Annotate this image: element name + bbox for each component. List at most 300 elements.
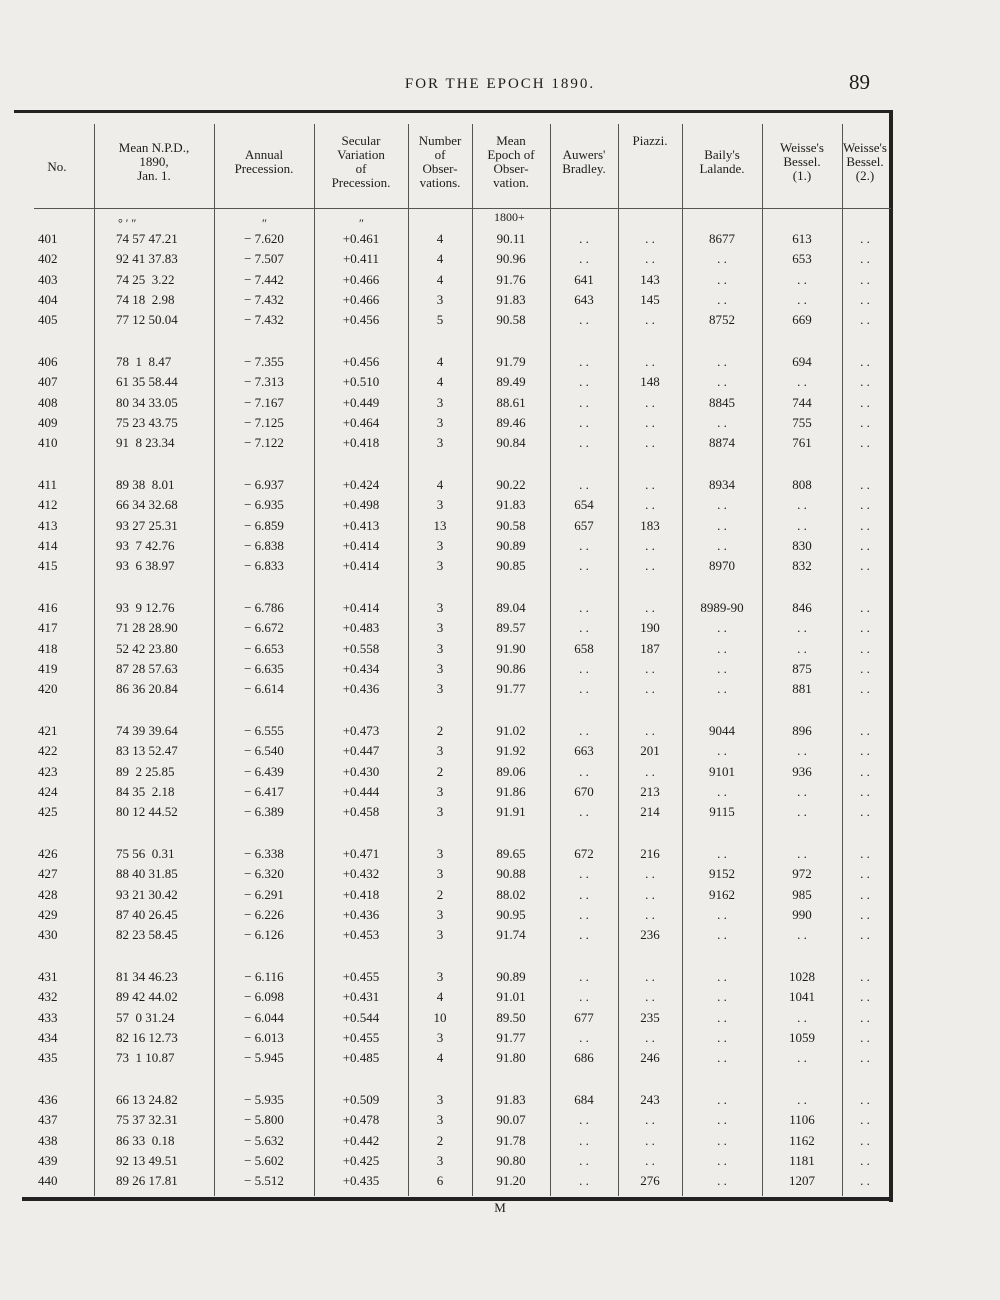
cell-npd: 80 34 33.05 — [116, 394, 178, 410]
cell-lalande: 8934 — [709, 477, 735, 492]
cell-nobs: 4 — [436, 1050, 444, 1066]
cell-npd: 83 13 52.47 — [116, 743, 178, 759]
unit-npd: ° ′ ″ — [118, 216, 137, 230]
cell-npd: 78 1 8.47 — [116, 354, 172, 369]
cell-nobs: 3 — [436, 394, 444, 410]
cell-lalande: 8752 — [709, 312, 735, 328]
cell-sec: +0.431 — [342, 989, 380, 1005]
cell-prec: − 6.935 — [244, 497, 284, 513]
cell-prec: − 6.786 — [244, 600, 284, 615]
cell-no: 424 — [38, 783, 58, 799]
cell-nobs: 2 — [436, 763, 444, 779]
cell-bessel1: . . — [797, 517, 807, 533]
cell-bradley: . . — [579, 1132, 589, 1148]
cell-epoch: 91.91 — [496, 804, 526, 820]
cell-nobs: 6 — [436, 1173, 444, 1189]
cell-no: 421 — [38, 723, 58, 738]
cell-bessel1: 669 — [792, 312, 812, 328]
header-line: vation. — [493, 175, 529, 190]
cell-piazzi: . . — [645, 537, 655, 553]
cell-lalande: . . — [717, 989, 727, 1005]
header-line: Auwers' — [562, 147, 606, 162]
cell-bessel1: . . — [797, 1009, 807, 1025]
cell-no: 431 — [38, 969, 58, 984]
cell-bessel2: . . — [860, 846, 870, 861]
cell-epoch: 91.90 — [496, 640, 526, 656]
cell-piazzi: . . — [645, 660, 655, 676]
cell-bessel2: . . — [860, 927, 870, 943]
cell-bessel1: 755 — [792, 414, 812, 430]
cell-lalande: . . — [717, 969, 727, 984]
cell-no: 436 — [38, 1092, 58, 1107]
cell-no: 427 — [38, 866, 58, 882]
cell-prec: − 6.555 — [244, 723, 284, 738]
cell-lalande: 8970 — [709, 558, 735, 574]
cell-sec: +0.456 — [342, 312, 380, 328]
cell-bradley: . . — [579, 906, 589, 922]
cell-lalande: . . — [717, 497, 727, 513]
cell-epoch: 90.85 — [496, 558, 526, 574]
cell-bessel2: . . — [860, 804, 870, 820]
cell-piazzi: . . — [645, 558, 655, 574]
cell-no: 416 — [38, 600, 58, 615]
page-number: 89 — [849, 70, 870, 94]
cell-lalande: . . — [717, 517, 727, 533]
cell-prec: − 6.338 — [244, 846, 284, 861]
cell-prec: − 6.389 — [244, 804, 284, 820]
cell-bessel2: . . — [860, 1173, 870, 1189]
cell-sec: +0.466 — [342, 271, 380, 287]
header-line: Bessel. — [846, 154, 884, 169]
cell-piazzi: . . — [645, 1152, 655, 1168]
cell-bessel2: . . — [860, 558, 870, 574]
cell-piazzi: . . — [645, 477, 655, 492]
cell-epoch: 89.06 — [496, 763, 526, 779]
cell-sec: +0.414 — [342, 537, 380, 553]
cell-lalande: . . — [717, 681, 727, 697]
cell-bradley: . . — [579, 1173, 589, 1189]
cell-prec: − 6.439 — [244, 763, 284, 779]
cell-prec: − 6.320 — [244, 866, 284, 882]
cell-bradley: . . — [579, 804, 589, 820]
cell-bessel2: . . — [860, 414, 870, 430]
cell-lalande: . . — [717, 1092, 727, 1107]
cell-sec: +0.464 — [342, 414, 380, 430]
cell-bradley: 657 — [574, 517, 594, 533]
cell-prec: − 7.442 — [244, 271, 284, 287]
cell-bradley: . . — [579, 477, 589, 492]
cell-bessel2: . . — [860, 660, 870, 676]
star-catalogue-table — [14, 110, 891, 1202]
cell-bessel1: 936 — [792, 763, 812, 779]
cell-sec: +0.414 — [342, 600, 380, 615]
cell-npd: 57 0 31.24 — [116, 1009, 175, 1025]
cell-bradley: 677 — [574, 1009, 594, 1025]
cell-bessel1: . . — [797, 291, 807, 307]
cell-npd: 84 35 2.18 — [116, 783, 175, 799]
cell-no: 425 — [38, 804, 58, 820]
cell-no: 426 — [38, 846, 58, 861]
cell-prec: − 6.540 — [244, 743, 284, 759]
header-line: Precession. — [331, 175, 391, 190]
cell-npd: 61 35 58.44 — [116, 374, 178, 390]
cell-nobs: 4 — [436, 271, 444, 287]
cell-lalande: . . — [717, 906, 727, 922]
cell-bessel1: 985 — [792, 886, 812, 902]
cell-no: 434 — [38, 1029, 58, 1045]
cell-nobs: 3 — [436, 681, 444, 697]
cell-bradley: . . — [579, 723, 589, 738]
cell-bessel1: . . — [797, 1092, 807, 1107]
cell-prec: − 6.653 — [244, 640, 284, 656]
header-line: Baily's — [704, 147, 740, 162]
cell-bradley: . . — [579, 969, 589, 984]
cell-no: 430 — [38, 927, 58, 943]
cell-sec: +0.424 — [342, 477, 380, 492]
cell-bessel1: 1207 — [789, 1173, 815, 1189]
cell-sec: +0.414 — [342, 558, 380, 574]
cell-piazzi: 246 — [640, 1050, 660, 1066]
header-line: (1.) — [792, 168, 812, 183]
cell-bessel1: 896 — [792, 723, 812, 738]
column-header-no — [32, 134, 82, 174]
cell-epoch: 91.83 — [496, 291, 526, 307]
cell-piazzi: . . — [645, 394, 655, 410]
cell-nobs: 3 — [436, 783, 444, 799]
cell-epoch: 91.83 — [496, 1092, 526, 1107]
cell-bessel1: 761 — [792, 435, 812, 451]
cell-bessel2: . . — [860, 620, 870, 636]
cell-bessel1: 972 — [792, 866, 812, 882]
cell-prec: − 6.013 — [244, 1029, 284, 1045]
cell-piazzi: 276 — [640, 1173, 660, 1189]
cell-bessel1: . . — [797, 846, 807, 861]
cell-nobs: 13 — [433, 517, 447, 533]
cell-sec: +0.473 — [342, 723, 380, 738]
cell-lalande: . . — [717, 1152, 727, 1168]
cell-nobs: 3 — [436, 804, 444, 820]
cell-npd: 87 40 26.45 — [116, 906, 178, 922]
cell-bessel2: . . — [860, 723, 870, 738]
cell-prec: − 5.935 — [244, 1092, 284, 1107]
cell-no: 408 — [38, 394, 58, 410]
cell-piazzi: . . — [645, 354, 655, 369]
cell-npd: 82 23 58.45 — [116, 927, 178, 943]
cell-no: 406 — [38, 354, 58, 369]
cell-no: 422 — [38, 743, 58, 759]
cell-lalande: . . — [717, 1050, 727, 1066]
cell-piazzi: . . — [645, 251, 655, 267]
cell-epoch: 91.74 — [496, 927, 526, 943]
cell-epoch: 91.80 — [496, 1050, 526, 1066]
cell-prec: − 6.833 — [244, 558, 284, 574]
cell-no: 429 — [38, 906, 58, 922]
cell-lalande: 9101 — [709, 763, 735, 779]
cell-piazzi: 183 — [640, 517, 660, 533]
header-line: Obser- — [493, 161, 529, 176]
unit-prec: ″ — [262, 216, 267, 230]
cell-bessel2: . . — [860, 1092, 870, 1107]
cell-bessel1: 1059 — [789, 1029, 815, 1045]
cell-npd: 87 28 57.63 — [116, 660, 178, 676]
header-line: Obser- — [422, 161, 458, 176]
cell-bessel1: . . — [797, 927, 807, 943]
cell-no: 418 — [38, 640, 58, 656]
cell-bessel2: . . — [860, 969, 870, 984]
table-right-rule — [889, 110, 893, 1202]
cell-lalande: 8874 — [709, 435, 735, 451]
cell-lalande: . . — [717, 271, 727, 287]
cell-prec: − 5.602 — [244, 1152, 284, 1168]
cell-piazzi: . . — [645, 600, 655, 615]
cell-nobs: 3 — [436, 660, 444, 676]
cell-bessel2: . . — [860, 1112, 870, 1128]
cell-npd: 89 42 44.02 — [116, 989, 178, 1005]
cell-epoch: 90.58 — [496, 517, 526, 533]
unit-epoch: 1800+ — [494, 210, 525, 224]
cell-sec: +0.558 — [342, 640, 380, 656]
cell-sec: +0.436 — [342, 906, 380, 922]
cell-bradley: . . — [579, 312, 589, 328]
cell-bradley: . . — [579, 374, 589, 390]
cell-nobs: 3 — [436, 558, 444, 574]
cell-epoch: 91.77 — [496, 1029, 526, 1045]
cell-lalande: 8989-90 — [700, 600, 744, 615]
cell-prec: − 7.125 — [244, 414, 284, 430]
column-header-nobs — [408, 134, 472, 190]
cell-piazzi: . . — [645, 866, 655, 882]
cell-no: 403 — [38, 271, 58, 287]
cell-npd: 92 41 37.83 — [116, 251, 178, 267]
cell-epoch: 91.20 — [496, 1173, 526, 1189]
cell-no: 417 — [38, 620, 58, 636]
running-head: FOR THE EPOCH 1890. — [404, 76, 596, 92]
cell-npd: 89 38 8.01 — [116, 477, 175, 492]
cell-no: 435 — [38, 1050, 58, 1066]
cell-piazzi: . . — [645, 1132, 655, 1148]
cell-no: 410 — [38, 435, 58, 451]
cell-piazzi: 213 — [640, 783, 660, 799]
cell-no: 404 — [38, 291, 58, 307]
cell-bessel1: . . — [797, 374, 807, 390]
cell-prec: − 7.167 — [244, 394, 284, 410]
cell-nobs: 3 — [436, 1112, 444, 1128]
cell-bessel1: 1106 — [789, 1112, 815, 1128]
cell-npd: 93 6 38.97 — [116, 558, 175, 574]
cell-bessel1: . . — [797, 804, 807, 820]
cell-no: 428 — [38, 886, 58, 902]
cell-prec: − 6.044 — [244, 1009, 284, 1025]
column-header-npd — [94, 134, 214, 183]
cell-lalande: . . — [717, 1112, 727, 1128]
column-header-bradley — [550, 134, 618, 176]
cell-nobs: 3 — [436, 1152, 444, 1168]
cell-sec: +0.444 — [342, 783, 380, 799]
cell-npd: 66 34 32.68 — [116, 497, 178, 513]
cell-prec: − 6.859 — [244, 517, 284, 533]
cell-prec: − 6.116 — [244, 969, 284, 984]
cell-npd: 86 36 20.84 — [116, 681, 178, 697]
cell-bradley: 686 — [574, 1050, 594, 1066]
cell-piazzi: 236 — [640, 927, 660, 943]
cell-piazzi: 143 — [640, 271, 660, 287]
cell-bessel2: . . — [860, 251, 870, 267]
cell-sec: +0.436 — [342, 681, 380, 697]
cell-npd: 74 39 39.64 — [116, 723, 178, 738]
cell-lalande: . . — [717, 414, 727, 430]
cell-lalande: . . — [717, 660, 727, 676]
cell-npd: 52 42 23.80 — [116, 640, 178, 656]
cell-epoch: 88.61 — [496, 394, 526, 410]
cell-no: 433 — [38, 1009, 58, 1025]
cell-sec: +0.466 — [342, 291, 380, 307]
cell-sec: +0.498 — [342, 497, 380, 513]
cell-prec: − 6.417 — [244, 783, 284, 799]
cell-sec: +0.483 — [342, 620, 380, 636]
cell-bradley: . . — [579, 866, 589, 882]
cell-no: 438 — [38, 1132, 58, 1148]
cell-bessel1: 653 — [792, 251, 812, 267]
column-header-bessel1 — [762, 134, 842, 183]
cell-prec: − 5.512 — [244, 1173, 284, 1189]
cell-npd: 93 21 30.42 — [116, 886, 178, 902]
cell-bessel2: . . — [860, 374, 870, 390]
unit-sec: ″ — [359, 216, 364, 230]
cell-bessel2: . . — [860, 743, 870, 759]
cell-piazzi: . . — [645, 969, 655, 984]
cell-sec: +0.544 — [342, 1009, 380, 1025]
cell-nobs: 4 — [436, 477, 444, 492]
column-header-prec — [214, 134, 314, 176]
cell-bessel1: 875 — [792, 660, 812, 676]
cell-sec: +0.510 — [342, 374, 380, 390]
cell-sec: +0.471 — [342, 846, 380, 861]
cell-epoch: 90.96 — [496, 251, 526, 267]
cell-epoch: 91.02 — [496, 723, 526, 738]
cell-prec: − 5.945 — [244, 1050, 284, 1066]
cell-bradley: . . — [579, 927, 589, 943]
cell-bessel1: . . — [797, 783, 807, 799]
cell-bradley: . . — [579, 1112, 589, 1128]
cell-piazzi: . . — [645, 989, 655, 1005]
cell-lalande: . . — [717, 927, 727, 943]
header-line: Piazzi. — [632, 133, 668, 148]
header-line: Variation — [337, 147, 385, 162]
header-line: Precession. — [234, 161, 294, 176]
cell-piazzi: . . — [645, 763, 655, 779]
cell-piazzi: . . — [645, 723, 655, 738]
cell-prec: − 6.291 — [244, 886, 284, 902]
cell-epoch: 90.80 — [496, 1152, 526, 1168]
cell-no: 415 — [38, 558, 58, 574]
cell-lalande: . . — [717, 846, 727, 861]
cell-piazzi: . . — [645, 435, 655, 451]
cell-piazzi: . . — [645, 231, 655, 246]
cell-piazzi: 201 — [640, 743, 660, 759]
cell-no: 440 — [38, 1173, 58, 1189]
cell-prec: − 7.432 — [244, 312, 284, 328]
cell-bessel2: . . — [860, 1132, 870, 1148]
cell-bradley: 663 — [574, 743, 594, 759]
cell-epoch: 89.49 — [496, 374, 526, 390]
cell-epoch: 90.84 — [496, 435, 526, 451]
cell-bradley: . . — [579, 251, 589, 267]
cell-npd: 81 34 46.23 — [116, 969, 178, 984]
cell-no: 402 — [38, 251, 58, 267]
cell-prec: − 7.507 — [244, 251, 284, 267]
cell-bessel1: 1041 — [789, 989, 815, 1005]
cell-bessel1: . . — [797, 271, 807, 287]
cell-bradley: 684 — [574, 1092, 594, 1107]
cell-sec: +0.432 — [342, 866, 380, 882]
cell-sec: +0.455 — [342, 969, 380, 984]
cell-nobs: 4 — [436, 231, 444, 246]
cell-prec: − 6.614 — [244, 681, 284, 697]
cell-lalande: . . — [717, 354, 727, 369]
cell-epoch: 91.86 — [496, 783, 526, 799]
cell-no: 419 — [38, 660, 58, 676]
cell-lalande: 8677 — [709, 231, 735, 246]
cell-no: 401 — [38, 231, 58, 246]
cell-epoch: 90.07 — [496, 1112, 526, 1128]
cell-lalande: 8845 — [709, 394, 735, 410]
cell-sec: +0.430 — [342, 763, 380, 779]
header-line: 1890, — [139, 154, 169, 169]
cell-bradley: . . — [579, 620, 589, 636]
header-line: No. — [47, 159, 67, 174]
cell-epoch: 90.86 — [496, 660, 526, 676]
cell-npd: 71 28 28.90 — [116, 620, 178, 636]
cell-lalande: . . — [717, 291, 727, 307]
cell-no: 423 — [38, 763, 58, 779]
cell-no: 439 — [38, 1152, 58, 1168]
cell-bessel2: . . — [860, 477, 870, 492]
cell-sec: +0.485 — [342, 1050, 380, 1066]
cell-nobs: 3 — [436, 435, 444, 451]
cell-nobs: 3 — [436, 497, 444, 513]
cell-bessel1: . . — [797, 1050, 807, 1066]
cell-nobs: 2 — [436, 1132, 444, 1148]
cell-lalande: . . — [717, 537, 727, 553]
header-line: (2.) — [855, 168, 875, 183]
cell-nobs: 3 — [436, 927, 444, 943]
cell-bradley: . . — [579, 600, 589, 615]
cell-bessel1: 694 — [792, 354, 812, 369]
cell-sec: +0.456 — [342, 354, 380, 369]
cell-sec: +0.425 — [342, 1152, 380, 1168]
header-line: Epoch of — [487, 147, 535, 162]
cell-bessel1: . . — [797, 497, 807, 513]
cell-lalande: 9044 — [709, 723, 735, 738]
cell-lalande: . . — [717, 251, 727, 267]
signature-mark: M — [494, 1200, 506, 1215]
cell-bradley: . . — [579, 660, 589, 676]
header-line: Bradley. — [562, 161, 606, 176]
cell-bessel2: . . — [860, 537, 870, 553]
cell-nobs: 3 — [436, 743, 444, 759]
cell-nobs: 4 — [436, 989, 444, 1005]
cell-piazzi: 243 — [640, 1092, 660, 1107]
cell-npd: 86 33 0.18 — [116, 1132, 175, 1148]
cell-lalande: . . — [717, 1173, 727, 1189]
cell-no: 420 — [38, 681, 58, 697]
cell-prec: − 5.800 — [244, 1112, 284, 1128]
cell-nobs: 3 — [436, 600, 444, 615]
cell-no: 432 — [38, 989, 58, 1005]
column-header-bessel2 — [842, 134, 888, 183]
cell-prec: − 6.126 — [244, 927, 284, 943]
cell-nobs: 3 — [436, 414, 444, 430]
